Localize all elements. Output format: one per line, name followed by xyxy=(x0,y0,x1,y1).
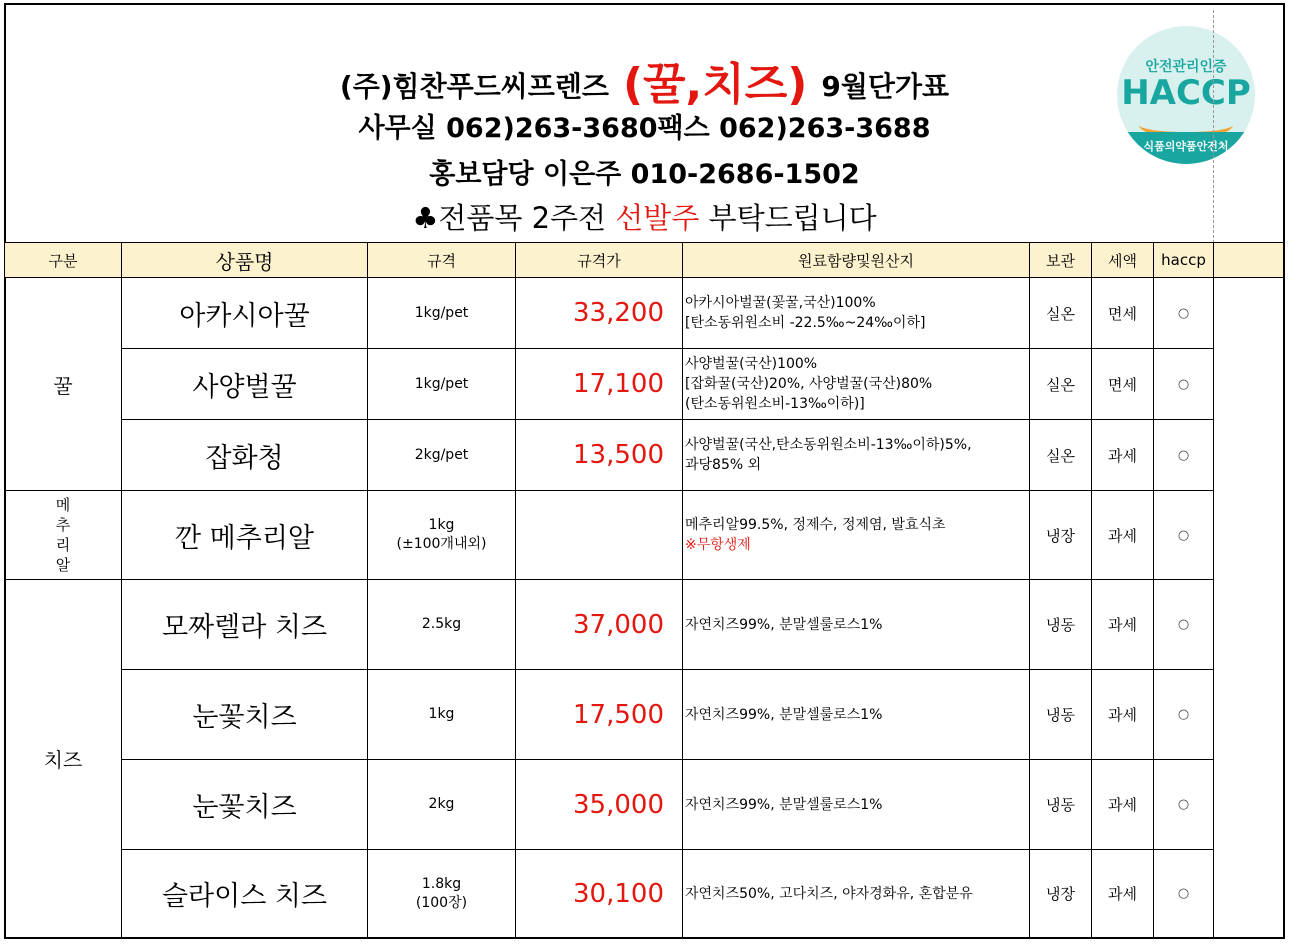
spec-line: 2.5kg xyxy=(421,616,462,632)
table-row xyxy=(5,580,1284,670)
haccp-mark: ○ xyxy=(1154,278,1214,349)
ingredient-line: [탄소동위원소비 -22.5‰~24‰이하] xyxy=(685,315,926,331)
haccp-mark: ○ xyxy=(1154,670,1214,760)
haccp-mark: ○ xyxy=(1154,580,1214,670)
product-tax: 면세 xyxy=(1092,349,1154,420)
haccp-mark: ○ xyxy=(1154,760,1214,850)
spec-line: 1kg xyxy=(428,706,455,722)
table-row xyxy=(5,850,1284,938)
col-spec: 규격 xyxy=(368,243,516,278)
product-name: 아카시아꿀 xyxy=(122,278,368,349)
ingredient-line: 과당85% 외 xyxy=(685,457,762,473)
office-contact: 사무실 062)263-3680팩스 062)263-3688 xyxy=(358,113,931,144)
product-ingredients xyxy=(683,760,1030,850)
product-price: 37,000 xyxy=(516,580,683,670)
product-storage: 실온 xyxy=(1030,420,1092,491)
product-tax: 과세 xyxy=(1092,760,1154,850)
product-price: 13,500 xyxy=(516,420,683,491)
category-char: 추 xyxy=(55,516,71,534)
product-ingredients xyxy=(683,349,1030,420)
category-cheese: 치즈 xyxy=(5,580,122,938)
product-ingredients xyxy=(683,491,1030,580)
product-name: 슬라이스 치즈 xyxy=(122,850,368,938)
notice-prefix: ♣전품목 2주전 xyxy=(412,201,616,235)
category-quail-egg xyxy=(5,491,122,580)
notice-emphasis: 선발주 xyxy=(615,201,700,235)
ingredient-line: 사양벌꿀(국산,탄소동위원소비-13‰이하)5%, xyxy=(685,437,972,453)
haccp-mark: ○ xyxy=(1154,850,1214,938)
notice-suffix: 부탁드립니다 xyxy=(699,201,877,235)
spec-line: 1.8kg xyxy=(421,875,462,892)
title-line xyxy=(0,48,1289,112)
category-char: 알 xyxy=(55,556,71,574)
haccp-mark: ○ xyxy=(1154,491,1214,580)
haccp-logo-main-text: HACCP xyxy=(1121,73,1251,113)
product-tax: 과세 xyxy=(1092,850,1154,938)
filler-cell xyxy=(1214,278,1284,491)
product-spec xyxy=(368,349,516,420)
product-name: 깐 메추리알 xyxy=(122,491,368,580)
category-honey: 꿀 xyxy=(5,278,122,491)
product-tax: 과세 xyxy=(1092,420,1154,491)
header-filler xyxy=(1214,243,1284,278)
company-name: (주)힘찬푸드씨프렌즈 xyxy=(339,70,609,103)
product-price: 30,100 xyxy=(516,850,683,938)
col-haccp: haccp xyxy=(1154,243,1214,278)
product-price xyxy=(516,491,683,580)
product-spec xyxy=(368,760,516,850)
product-spec xyxy=(368,278,516,349)
table-row xyxy=(5,278,1284,349)
product-price: 17,100 xyxy=(516,349,683,420)
title-suffix: 9월단가표 xyxy=(821,70,950,103)
product-tax: 과세 xyxy=(1092,491,1154,580)
ingredient-line: 메추리알99.5%, 정제수, 정제염, 발효식초 xyxy=(685,517,946,533)
col-price: 규격가 xyxy=(516,243,683,278)
filler-cell xyxy=(1214,580,1284,938)
ingredient-line: 자연치즈99%, 분말셀룰로스1% xyxy=(685,706,883,723)
order-notice xyxy=(0,196,1289,237)
ingredient-line: (탄소동위원소비-13‰이하)] xyxy=(685,396,865,412)
spec-line: (±100개내외) xyxy=(396,536,487,552)
spec-line: 1kg xyxy=(428,517,455,533)
spec-line: 1kg/pet xyxy=(414,375,469,392)
product-ingredients xyxy=(683,670,1030,760)
product-spec xyxy=(368,491,516,580)
product-tax: 과세 xyxy=(1092,670,1154,760)
spec-line: 2kg xyxy=(428,796,455,812)
col-ingredients: 원료함량및원산지 xyxy=(683,243,1030,278)
haccp-logo-bottom-text: 식품의약품안전처 xyxy=(1143,140,1229,153)
product-name: 잡화청 xyxy=(122,420,368,491)
spec-line: 2kg/pet xyxy=(414,446,469,463)
product-name: 눈꽃치즈 xyxy=(122,760,368,850)
product-ingredients xyxy=(683,420,1030,491)
haccp-logo-top-text: 안전관리인증 xyxy=(1145,59,1227,75)
pr-contact: 홍보담당 이은주 010-2686-1502 xyxy=(429,159,860,190)
ingredient-line: 자연치즈99%, 분말셀룰로스1% xyxy=(685,616,883,633)
product-price: 35,000 xyxy=(516,760,683,850)
product-spec xyxy=(368,850,516,938)
haccp-mark: ○ xyxy=(1154,349,1214,420)
col-product: 상품명 xyxy=(122,243,368,278)
product-storage: 냉동 xyxy=(1030,670,1092,760)
product-storage: 실온 xyxy=(1030,349,1092,420)
ingredient-line: 자연치즈99%, 분말셀룰로스1% xyxy=(685,796,883,813)
table-row xyxy=(5,420,1284,491)
table-row xyxy=(5,670,1284,760)
product-spec xyxy=(368,580,516,670)
ingredient-line: [잡화꿀(국산)20%, 사양벌꿀(국산)80% xyxy=(685,376,933,392)
product-ingredients xyxy=(683,278,1030,349)
table-row xyxy=(5,760,1284,850)
product-storage: 실온 xyxy=(1030,278,1092,349)
table-row xyxy=(5,491,1284,580)
spec-line: 1kg/pet xyxy=(414,304,469,321)
header-row xyxy=(5,243,1284,278)
col-storage: 보관 xyxy=(1030,243,1092,278)
haccp-mark: ○ xyxy=(1154,420,1214,491)
product-name: 모짜렐라 치즈 xyxy=(122,580,368,670)
product-storage: 냉장 xyxy=(1030,850,1092,938)
col-tax: 세액 xyxy=(1092,243,1154,278)
product-price: 17,500 xyxy=(516,670,683,760)
ingredient-line: 아카시아벌꿀(꽃꿀,국산)100% xyxy=(685,295,876,311)
product-spec xyxy=(368,420,516,491)
product-spec xyxy=(368,670,516,760)
col-category: 구분 xyxy=(5,243,122,278)
product-tax: 과세 xyxy=(1092,580,1154,670)
filler-cell xyxy=(1214,491,1284,580)
product-tax: 면세 xyxy=(1092,278,1154,349)
haccp-logo xyxy=(1117,26,1255,164)
price-table xyxy=(4,242,1284,938)
table-row xyxy=(5,349,1284,420)
product-ingredients xyxy=(683,850,1030,938)
product-storage: 냉동 xyxy=(1030,580,1092,670)
product-storage: 냉동 xyxy=(1030,760,1092,850)
ingredient-line: 자연치즈50%, 고다치즈, 야자경화유, 혼합분유 xyxy=(685,885,973,902)
product-highlight: (꿀,치즈) xyxy=(622,59,808,110)
category-char: 메 xyxy=(55,496,71,514)
ingredient-line: 사양벌꿀(국산)100% xyxy=(685,356,818,372)
product-name: 사양벌꿀 xyxy=(122,349,368,420)
product-price: 33,200 xyxy=(516,278,683,349)
category-char: 리 xyxy=(55,536,71,554)
product-storage: 냉장 xyxy=(1030,491,1092,580)
product-name: 눈꽃치즈 xyxy=(122,670,368,760)
antibiotic-free-note: ※무항생제 xyxy=(685,537,751,553)
spec-line: (100장) xyxy=(415,894,468,911)
product-ingredients xyxy=(683,580,1030,670)
